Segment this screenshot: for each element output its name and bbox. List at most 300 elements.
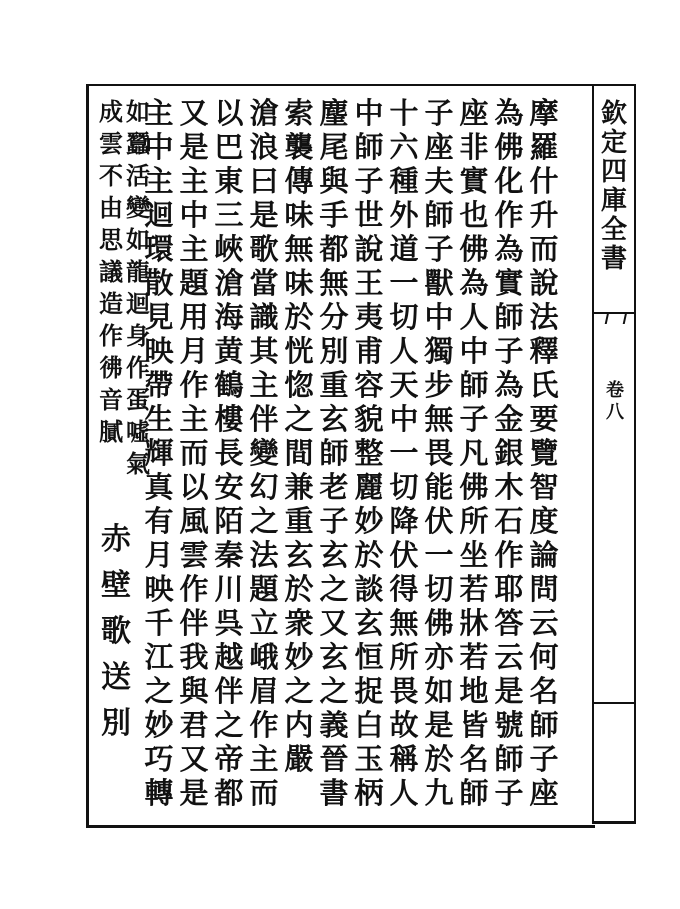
glyph: 一 <box>424 538 454 572</box>
glyph: 獸 <box>424 266 454 300</box>
text-column-11 <box>176 96 212 810</box>
glyph: 白 <box>354 708 384 742</box>
glyph: 六 <box>389 130 419 164</box>
glyph: 之 <box>214 708 244 742</box>
glyph: 牀 <box>459 606 489 640</box>
glyph: 說 <box>529 266 559 300</box>
glyph: 智 <box>529 470 559 504</box>
glyph: 世 <box>354 198 384 232</box>
glyph: 蛋 <box>126 385 150 414</box>
glyph: 又 <box>179 96 209 130</box>
glyph: 而 <box>249 776 279 810</box>
glyph: 是 <box>494 674 524 708</box>
glyph: 麗 <box>354 470 384 504</box>
glyph: 味 <box>284 198 314 232</box>
glyph: 化 <box>494 164 524 198</box>
glyph: 氏 <box>529 368 559 402</box>
glyph: 妙 <box>354 504 384 538</box>
glyph: 主 <box>144 164 174 198</box>
glyph: 峽 <box>214 232 244 266</box>
glyph: 無 <box>424 402 454 436</box>
glyph: 容 <box>354 368 384 402</box>
glyph: 座 <box>424 130 454 164</box>
glyph: 巴 <box>214 130 244 164</box>
glyph: 柄 <box>354 776 384 810</box>
glyph: 師 <box>319 436 349 470</box>
glyph: 伴 <box>249 402 279 436</box>
glyph: 迴 <box>126 289 150 318</box>
glyph: 又 <box>319 606 349 640</box>
glyph: 佛 <box>459 232 489 266</box>
glyph: 甫 <box>354 334 384 368</box>
glyph: 作 <box>249 708 279 742</box>
glyph: 天 <box>389 368 419 402</box>
glyph: 為 <box>494 232 524 266</box>
glyph: 升 <box>529 198 559 232</box>
glyph: 分 <box>319 300 349 334</box>
glyph: 凡 <box>459 436 489 470</box>
glyph: 玄 <box>354 606 384 640</box>
glyph: 卷 <box>606 380 624 401</box>
glyph: 摩 <box>529 96 559 130</box>
glyph: 恒 <box>354 640 384 674</box>
glyph: 佛 <box>459 470 489 504</box>
glyph: 川 <box>214 572 244 606</box>
glyph: 何 <box>529 640 559 674</box>
glyph: 子 <box>319 504 349 538</box>
glyph: 月 <box>144 538 174 572</box>
glyph: 覽 <box>529 436 559 470</box>
glyph: 散 <box>144 266 174 300</box>
glyph: 伴 <box>179 606 209 640</box>
glyph: 名 <box>529 674 559 708</box>
glyph: 耶 <box>494 572 524 606</box>
glyph: 木 <box>494 470 524 504</box>
glyph: 轉 <box>144 776 174 810</box>
glyph: 識 <box>249 300 279 334</box>
glyph: 師 <box>494 300 524 334</box>
glyph: 子 <box>354 164 384 198</box>
glyph: 思 <box>99 225 123 254</box>
glyph: 九 <box>424 776 454 810</box>
glyph: 呉 <box>214 606 244 640</box>
glyph: 映 <box>144 572 174 606</box>
glyph: 主 <box>179 402 209 436</box>
poem-title <box>98 520 134 750</box>
note-column-1 <box>124 96 152 480</box>
glyph: 若 <box>459 572 489 606</box>
banner-rule-top <box>592 84 636 86</box>
glyph: 麈 <box>319 96 349 130</box>
glyph: 中 <box>144 130 174 164</box>
glyph: 當 <box>249 266 279 300</box>
glyph: 欽 <box>600 99 627 129</box>
glyph: 作 <box>179 368 209 402</box>
glyph: 彿 <box>99 353 123 382</box>
glyph: 書 <box>319 776 349 810</box>
glyph: 子 <box>459 402 489 436</box>
glyph: 秦 <box>214 538 244 572</box>
glyph: 羅 <box>529 130 559 164</box>
glyph: 佛 <box>494 130 524 164</box>
glyph: 帝 <box>214 742 244 776</box>
glyph: 稱 <box>389 742 419 776</box>
glyph: 風 <box>179 504 209 538</box>
text-column-7 <box>316 96 352 810</box>
glyph: 作 <box>99 321 123 350</box>
glyph: 生 <box>144 402 174 436</box>
glyph: 嚴 <box>284 742 314 776</box>
glyph: 論 <box>529 538 559 572</box>
glyph: 故 <box>389 708 419 742</box>
glyph: 玄 <box>319 640 349 674</box>
glyph: 尾 <box>319 130 349 164</box>
glyph: 金 <box>494 402 524 436</box>
glyph: 實 <box>494 266 524 300</box>
glyph: 真 <box>144 470 174 504</box>
glyph: 捉 <box>354 674 384 708</box>
glyph: 玄 <box>319 538 349 572</box>
glyph: 有 <box>144 504 174 538</box>
glyph: 法 <box>529 300 559 334</box>
text-column-3 <box>456 96 492 810</box>
glyph: 降 <box>389 504 419 538</box>
glyph: 間 <box>284 436 314 470</box>
glyph: 整 <box>354 436 384 470</box>
glyph: 步 <box>424 368 454 402</box>
glyph: 子 <box>424 96 454 130</box>
text-column-10 <box>211 96 247 810</box>
glyph: 之 <box>319 572 349 606</box>
glyph: 變 <box>249 436 279 470</box>
glyph: 外 <box>389 198 419 232</box>
glyph: 主 <box>144 96 174 130</box>
glyph: 若 <box>459 640 489 674</box>
glyph: 非 <box>459 130 489 164</box>
glyph: 什 <box>529 164 559 198</box>
glyph: 皆 <box>459 708 489 742</box>
text-column-6 <box>351 96 387 810</box>
glyph: 送 <box>101 660 131 695</box>
glyph: 全 <box>600 215 627 245</box>
glyph: 師 <box>354 130 384 164</box>
glyph: 議 <box>99 257 123 286</box>
glyph: 造 <box>99 289 123 318</box>
glyph: 中 <box>389 402 419 436</box>
glyph: 衆 <box>284 606 314 640</box>
glyph: 安 <box>214 470 244 504</box>
glyph: 無 <box>389 606 419 640</box>
glyph: 坐 <box>459 538 489 572</box>
glyph: 如 <box>126 225 150 254</box>
glyph: 膩 <box>99 417 123 446</box>
glyph: 樓 <box>214 402 244 436</box>
glyph: 題 <box>249 572 279 606</box>
glyph: 環 <box>144 232 174 266</box>
glyph: 書 <box>600 244 627 274</box>
glyph: 佛 <box>424 606 454 640</box>
glyph: 赤 <box>101 522 131 557</box>
glyph: 活 <box>126 161 150 190</box>
glyph: 名 <box>459 742 489 776</box>
glyph: 千 <box>144 606 174 640</box>
glyph: 三 <box>214 198 244 232</box>
glyph: 師 <box>459 776 489 810</box>
glyph: 作 <box>126 353 150 382</box>
glyph: 如 <box>126 97 150 126</box>
glyph: 答 <box>494 606 524 640</box>
glyph: 而 <box>529 232 559 266</box>
glyph: 所 <box>389 640 419 674</box>
glyph: 得 <box>389 572 419 606</box>
glyph: 幻 <box>249 470 279 504</box>
glyph: 實 <box>459 164 489 198</box>
glyph: 輝 <box>144 436 174 470</box>
glyph: 子 <box>424 232 454 266</box>
glyph: 法 <box>249 538 279 572</box>
glyph: 一 <box>389 436 419 470</box>
glyph: 浪 <box>249 130 279 164</box>
glyph: 題 <box>179 266 209 300</box>
glyph: 是 <box>249 198 279 232</box>
glyph: 所 <box>459 504 489 538</box>
glyph: 眉 <box>249 674 279 708</box>
glyph: 種 <box>389 164 419 198</box>
glyph: 獨 <box>424 334 454 368</box>
glyph: 又 <box>179 742 209 776</box>
glyph: 一 <box>389 266 419 300</box>
glyph: 噓 <box>126 417 150 446</box>
glyph: 以 <box>179 470 209 504</box>
glyph: 妙 <box>144 708 174 742</box>
glyph: 師 <box>424 198 454 232</box>
glyph: 妙 <box>284 640 314 674</box>
glyph: 人 <box>459 300 489 334</box>
glyph: 我 <box>179 640 209 674</box>
glyph: 主 <box>249 368 279 402</box>
glyph: 都 <box>319 232 349 266</box>
glyph: 音 <box>99 385 123 414</box>
glyph: 中 <box>459 334 489 368</box>
glyph: 為 <box>494 368 524 402</box>
fishtail-mark-upper <box>594 312 634 328</box>
glyph: 歌 <box>101 614 131 649</box>
text-column-1 <box>526 96 562 810</box>
glyph: 中 <box>424 300 454 334</box>
glyph: 巧 <box>144 742 174 776</box>
banner-rule-bottom <box>592 821 636 824</box>
glyph: 壁 <box>101 568 131 603</box>
glyph: 師 <box>459 368 489 402</box>
glyph: 之 <box>284 674 314 708</box>
glyph: 師 <box>494 742 524 776</box>
glyph: 談 <box>354 572 384 606</box>
fishtail-mark-lower <box>594 702 634 704</box>
glyph: 地 <box>459 674 489 708</box>
glyph: 長 <box>214 436 244 470</box>
glyph: 於 <box>284 300 314 334</box>
glyph: 恍 <box>284 334 314 368</box>
glyph: 帶 <box>144 368 174 402</box>
glyph: 於 <box>354 538 384 572</box>
text-column-9 <box>246 96 282 810</box>
glyph: 號 <box>494 708 524 742</box>
glyph: 之 <box>249 504 279 538</box>
glyph: 要 <box>529 402 559 436</box>
glyph: 是 <box>424 708 454 742</box>
glyph: 鶴 <box>214 368 244 402</box>
glyph: 說 <box>354 232 384 266</box>
glyph: 惚 <box>284 368 314 402</box>
glyph: 夷 <box>354 300 384 334</box>
glyph: 別 <box>101 706 131 741</box>
glyph: 與 <box>319 164 349 198</box>
glyph: 石 <box>494 504 524 538</box>
glyph: 伴 <box>214 674 244 708</box>
glyph: 十 <box>389 96 419 130</box>
glyph: 氣 <box>126 449 150 478</box>
glyph: 索 <box>284 96 314 130</box>
glyph: 銀 <box>494 436 524 470</box>
glyph: 陌 <box>214 504 244 538</box>
glyph: 師 <box>529 708 559 742</box>
glyph: 如 <box>424 674 454 708</box>
glyph: 滄 <box>214 266 244 300</box>
text-column-8 <box>281 96 317 776</box>
glyph: 峨 <box>249 640 279 674</box>
glyph: 都 <box>214 776 244 810</box>
glyph: 庫 <box>600 186 627 216</box>
text-column-2 <box>491 96 527 810</box>
glyph: 江 <box>144 640 174 674</box>
glyph: 味 <box>284 266 314 300</box>
glyph: 主 <box>249 742 279 776</box>
glyph: 釋 <box>529 334 559 368</box>
glyph: 不 <box>99 161 123 190</box>
glyph: 也 <box>459 198 489 232</box>
glyph: 變 <box>126 193 150 222</box>
glyph: 見 <box>144 300 174 334</box>
glyph: 雲 <box>99 129 123 158</box>
glyph: 為 <box>459 266 489 300</box>
glyph: 子 <box>529 742 559 776</box>
glyph: 迴 <box>144 198 174 232</box>
glyph: 切 <box>389 470 419 504</box>
glyph: 重 <box>284 504 314 538</box>
glyph: 以 <box>214 96 244 130</box>
glyph: 重 <box>319 368 349 402</box>
glyph: 映 <box>144 334 174 368</box>
glyph: 是 <box>179 776 209 810</box>
glyph: 於 <box>424 742 454 776</box>
glyph: 主 <box>179 232 209 266</box>
glyph: 兼 <box>284 470 314 504</box>
glyph: 中 <box>354 96 384 130</box>
glyph: 成 <box>99 97 123 126</box>
glyph: 四 <box>600 157 627 187</box>
glyph: 玉 <box>354 742 384 776</box>
glyph: 座 <box>459 96 489 130</box>
glyph: 龍 <box>126 257 150 286</box>
glyph: 身 <box>126 321 150 350</box>
banner-rule-right <box>634 84 636 823</box>
glyph: 於 <box>284 572 314 606</box>
glyph: 主 <box>179 164 209 198</box>
glyph: 中 <box>179 198 209 232</box>
glyph: 之 <box>319 674 349 708</box>
text-column-5 <box>386 96 422 810</box>
glyph: 玄 <box>284 538 314 572</box>
glyph: 君 <box>179 708 209 742</box>
glyph: 人 <box>389 334 419 368</box>
glyph: 之 <box>284 402 314 436</box>
glyph: 義 <box>319 708 349 742</box>
glyph: 切 <box>389 300 419 334</box>
glyph: 畏 <box>389 674 419 708</box>
glyph: 海 <box>214 300 244 334</box>
glyph: 越 <box>214 640 244 674</box>
glyph: 曰 <box>249 164 279 198</box>
glyph: 云 <box>529 606 559 640</box>
glyph: 傳 <box>284 164 314 198</box>
glyph: 貌 <box>354 402 384 436</box>
glyph: 用 <box>179 300 209 334</box>
glyph: 作 <box>179 572 209 606</box>
glyph: 蠶 <box>126 129 150 158</box>
glyph: 作 <box>494 538 524 572</box>
glyph: 云 <box>494 640 524 674</box>
banner-title <box>596 100 632 274</box>
glyph: 内 <box>284 708 314 742</box>
glyph: 黄 <box>214 334 244 368</box>
glyph: 夫 <box>424 164 454 198</box>
glyph: 歌 <box>249 232 279 266</box>
glyph: 而 <box>179 436 209 470</box>
glyph: 度 <box>529 504 559 538</box>
glyph: 月 <box>179 334 209 368</box>
glyph: 王 <box>354 266 384 300</box>
glyph: 由 <box>99 193 123 222</box>
glyph: 立 <box>249 606 279 640</box>
glyph: 定 <box>600 128 627 158</box>
glyph: 能 <box>424 470 454 504</box>
glyph: 手 <box>319 198 349 232</box>
glyph: 滄 <box>249 96 279 130</box>
glyph: 畏 <box>424 436 454 470</box>
glyph: 為 <box>494 96 524 130</box>
glyph: 伏 <box>389 538 419 572</box>
glyph: 之 <box>144 674 174 708</box>
glyph: 道 <box>389 232 419 266</box>
glyph: 無 <box>319 266 349 300</box>
note-column-2 <box>98 96 124 448</box>
glyph: 伏 <box>424 504 454 538</box>
glyph: 襲 <box>284 130 314 164</box>
glyph: 作 <box>494 198 524 232</box>
text-column-4 <box>421 96 457 810</box>
glyph: 子 <box>494 334 524 368</box>
glyph: 無 <box>284 232 314 266</box>
glyph: 人 <box>389 776 419 810</box>
glyph: 別 <box>319 334 349 368</box>
glyph: 是 <box>179 130 209 164</box>
glyph: 玄 <box>319 402 349 436</box>
glyph: 問 <box>529 572 559 606</box>
glyph: 老 <box>319 470 349 504</box>
banner-rule-left <box>592 84 594 823</box>
glyph: 其 <box>249 334 279 368</box>
banner-volume <box>600 380 630 424</box>
